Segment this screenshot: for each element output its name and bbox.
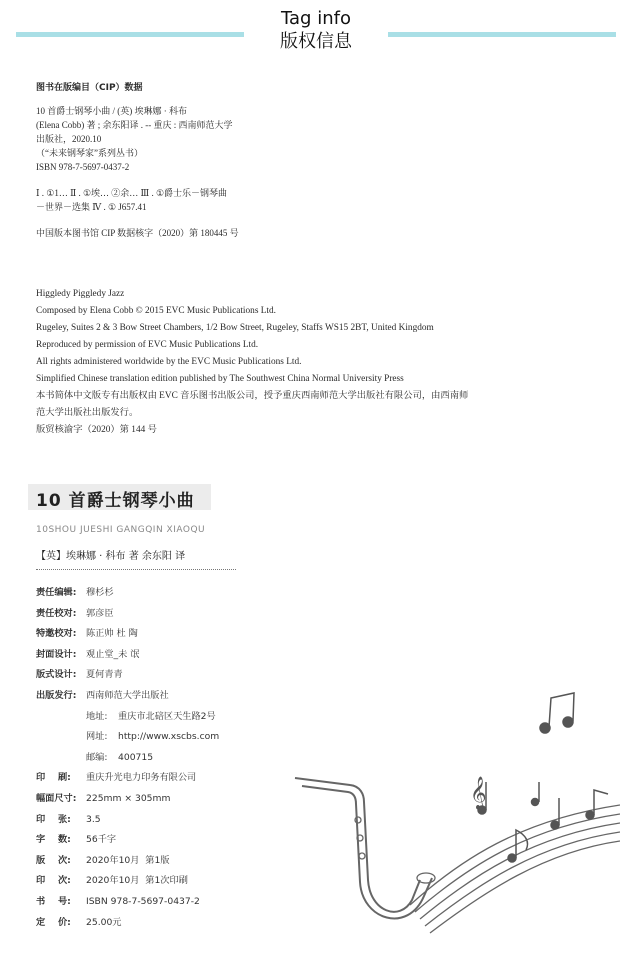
- info-row-website: 网址: http://www.xscbs.com: [86, 731, 220, 743]
- book-author: 【英】埃琳娜 · 科布 著 余东阳 译: [36, 551, 186, 562]
- info-row-printing: 印 次: 2020年10月 第1次印刷: [36, 875, 188, 887]
- info-row-sheets: 印 张: 3.5: [36, 813, 101, 825]
- cip-block: [36, 104, 396, 240]
- info-row-edition: 版 次: 2020年10月 第1版: [36, 854, 170, 866]
- header-title-zh: 版权信息: [280, 31, 352, 52]
- info-row-layout: 版式设计: 夏何青青: [36, 669, 123, 681]
- cip-class-line: Ⅰ . ①1… Ⅱ . ①埃… ②余… Ⅲ . ①爵士乐－钢琴曲: [36, 188, 228, 198]
- license-line: All rights administered worldwide by the EVC Music Publications Ltd.: [36, 357, 302, 367]
- saxophone-music-notes-illustration: [290, 690, 620, 940]
- page-header: [244, 8, 388, 54]
- publication-info: [36, 583, 219, 933]
- info-row-address: 地址: 重庆市北碚区天生路2号: [86, 710, 216, 722]
- cip-line: ISBN 978-7-5697-0437-2: [36, 162, 130, 172]
- license-line: Rugeley, Suites 2 & 3 Bow Street Chambers, 1/2 Bow Street, Rugeley, Staffs WS15 2BT, United Kingdom: [36, 323, 434, 333]
- license-line: Composed by Elena Cobb © 2015 EVC Music Publications Ltd.: [36, 306, 276, 316]
- cip-line: 10 首爵士钢琴小曲 / (英) 埃琳娜 · 科布: [36, 106, 187, 116]
- dotted-divider: [36, 569, 236, 570]
- info-row-printer: 印 刷: 重庆升光电力印务有限公司: [36, 772, 197, 784]
- cip-line: 出版社，2020.10: [36, 134, 102, 144]
- svg-text:𝄞: 𝄞: [470, 776, 487, 809]
- license-line: 本书简体中文版专有出版权由 EVC 音乐图书出版公司，授予重庆西南师范大学出版社有限公司，由西南师: [36, 391, 469, 401]
- cip-record: 中国版本图书馆 CIP 数据核字（2020）第 180445 号: [36, 228, 239, 238]
- license-line: Higgledy Piggledy Jazz: [36, 289, 125, 299]
- cip-line: （“未来钢琴家”系列丛书）: [36, 148, 143, 158]
- header-title-en: Tag info: [281, 8, 351, 29]
- info-row-size: 幅面尺寸: 225mm × 305mm: [36, 792, 171, 804]
- license-line: 版贸核渝字（2020）第 144 号: [36, 425, 157, 435]
- info-row-words: 字 数: 56千字: [36, 834, 117, 846]
- info-row-price: 定 价: 25.00元: [36, 916, 122, 928]
- book-title: 10 首爵士钢琴小曲: [36, 491, 195, 511]
- header-divider-left: [16, 32, 244, 37]
- license-line: 范大学出版社出版发行。: [36, 408, 139, 418]
- cip-line: (Elena Cobb) 著 ; 余东阳译 . -- 重庆 : 西南师范大学: [36, 120, 233, 130]
- info-row-special-proof: 特邀校对: 陈正帅 杜 陶: [36, 628, 138, 640]
- info-row-publisher: 出版发行: 西南师范大学出版社: [36, 689, 169, 701]
- info-row-isbn: 书 号: ISBN 978-7-5697-0437-2: [36, 895, 200, 907]
- cip-heading: 图书在版编目（CIP）数据: [36, 83, 143, 93]
- header-divider-right: [388, 32, 616, 37]
- book-pinyin: 10SHOU JUESHI GANGQIN XIAOQU: [36, 525, 206, 535]
- info-row-proof: 责任校对: 郭彦臣: [36, 607, 114, 619]
- license-line: Simplified Chinese translation edition published by The Southwest China Normal University Press: [36, 374, 404, 384]
- license-line: Reproduced by permission of EVC Music Publications Ltd.: [36, 340, 259, 350]
- cip-class-line: －世界－选集 Ⅳ . ① J657.41: [36, 202, 147, 212]
- info-row-editor: 责任编辑: 穆杉杉: [36, 587, 114, 598]
- info-row-postcode: 邮编: 400715: [86, 751, 154, 763]
- info-row-cover: 封面设计: 观止堂_未 氓: [36, 648, 140, 660]
- license-block: [36, 286, 606, 439]
